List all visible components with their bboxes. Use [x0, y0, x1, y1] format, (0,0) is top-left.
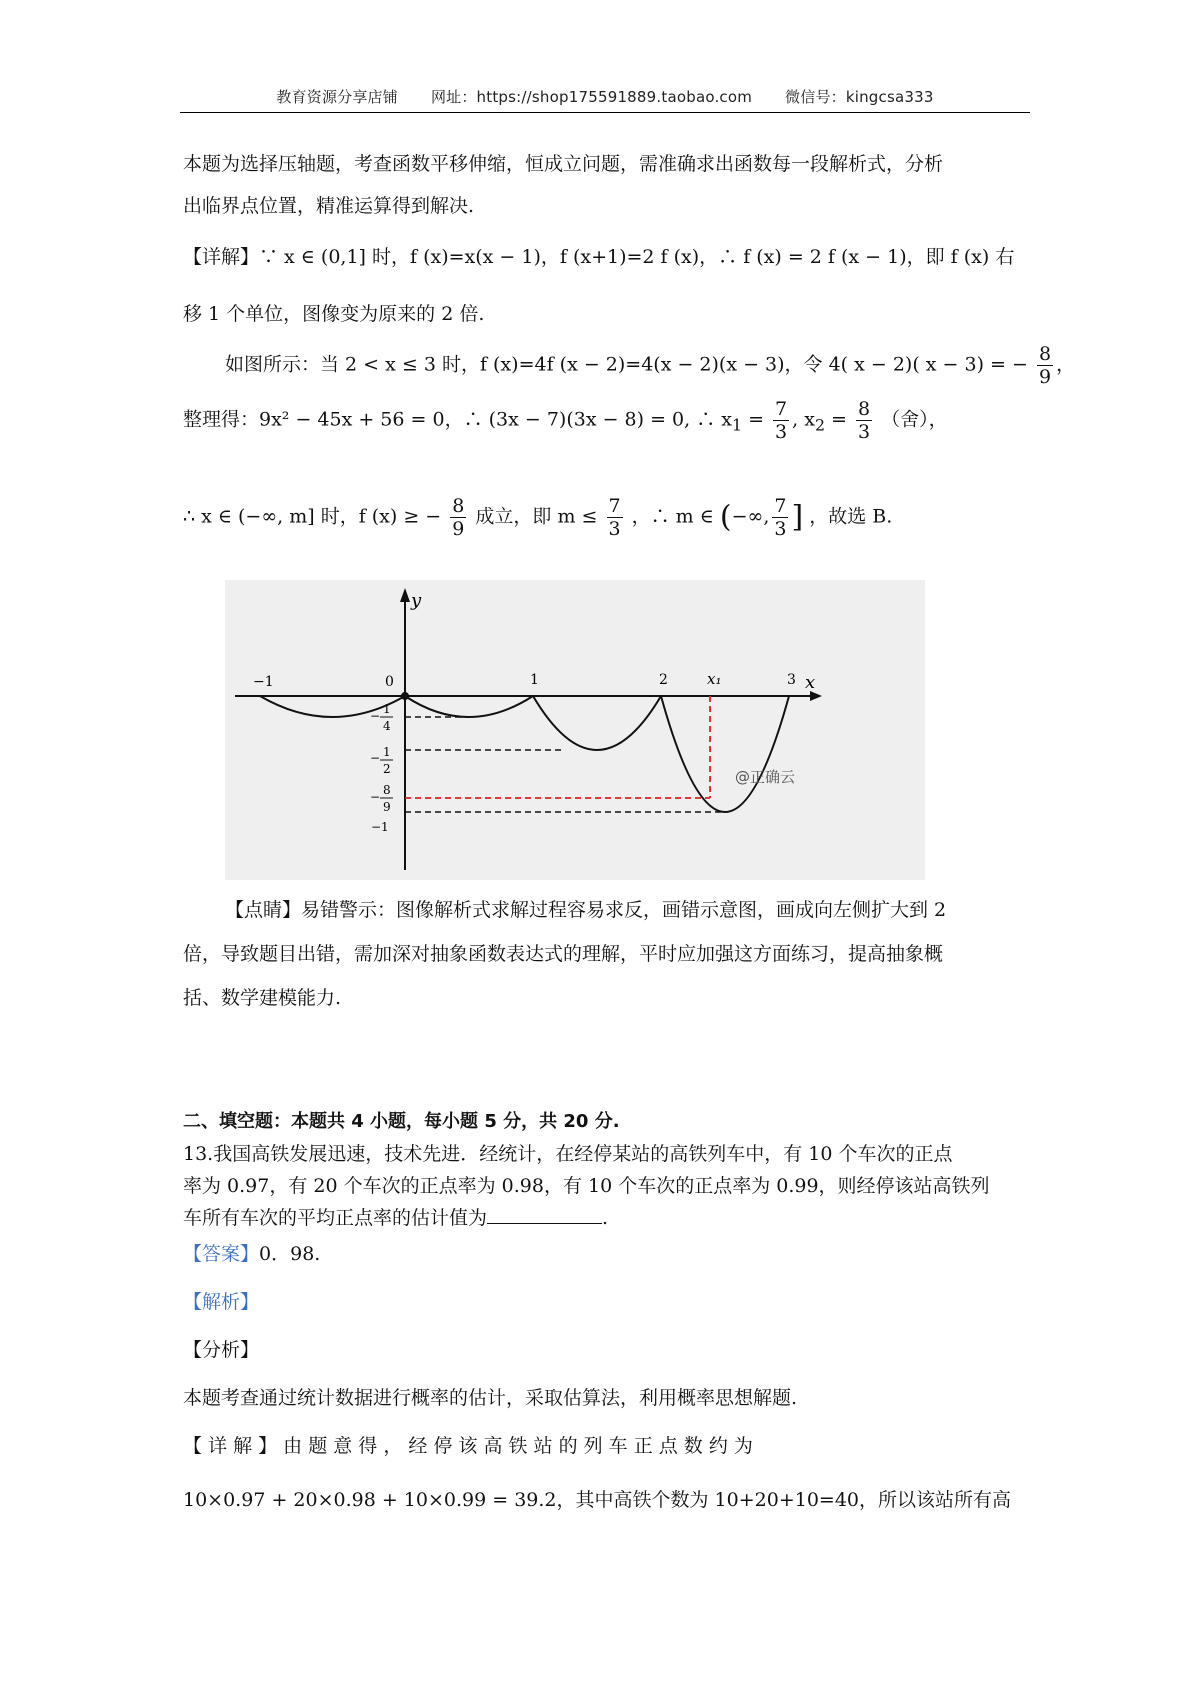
fraction-8-9-b: $\frac{8}{9}$ [452, 495, 465, 540]
x-tick-2: 2 [659, 672, 668, 688]
svg-text:8: 8 [383, 783, 391, 797]
y-tick-half [370, 745, 393, 776]
graph-svg [225, 580, 925, 880]
page-header [180, 86, 1030, 114]
x-tick-1: 1 [530, 672, 539, 688]
detail-line2: 移 1 个单位，图像变为原来的 2 倍. [183, 303, 485, 325]
svg-text:4: 4 [383, 719, 391, 733]
para1-line1: 本题为选择压轴题，考查函数平移伸缩，恒成立问题，需准确求出函数每一段解析式，分析 [183, 153, 944, 175]
x-tick-0: 0 [385, 674, 394, 690]
q13-detail-line1: 【 详 解 】 由 题 意 得 ， 经 停 该 高 铁 站 的 列 车 正 点 数 约 为 [183, 1435, 753, 1457]
remark-line3: 括、数学建模能力. [183, 987, 342, 1009]
graph-watermark: @正确云 [735, 768, 796, 786]
y-tick-neg1: −1 [371, 820, 389, 834]
analysis-label: 【解析】 [183, 1291, 260, 1313]
curve-segment-2-3 [661, 696, 789, 812]
detail-text: ∵ x ∈ (0,1] 时，f (x)=x(x − 1)，f (x+1)=2 f (x)，∴ f (x) = 2 f (x − 1)，即 f (x) 右 [259, 246, 1015, 268]
para1-line2: 出临界点位置，精准运算得到解决. [183, 195, 475, 217]
section2-title: 二、填空题：本题共 4 小题，每小题 5 分，共 20 分. [183, 1111, 620, 1132]
svg-text:2: 2 [383, 762, 391, 776]
y-tick-eight-ninths [370, 783, 393, 814]
fraction-7-3-c: $\frac{7}{3}$ [774, 495, 787, 540]
function-graph [225, 580, 925, 880]
header-rule [180, 112, 1030, 113]
curve-segment-1-2 [533, 696, 661, 750]
remark-line2: 倍，导致题目出错，需加深对抽象函数表达式的理解，平时应加强这方面练习，提高抽象概 [183, 943, 944, 965]
x-tick-neg1: −1 [253, 674, 274, 690]
header-url[interactable]: 网址：https://shop175591889.taobao.com [430, 88, 753, 106]
y-axis-label: y [411, 590, 422, 611]
x-tick-x1: x₁ [707, 670, 722, 688]
answer-line [183, 1240, 1028, 1268]
detail-line5: ∴ x ∈ (−∞, m] 时，f (x) ≥ − $\frac{8}{9}$ 成立，即 m ≤ $\frac{7}{3}$ ，∴ m ∈ (−∞, $\frac{7}{3}$ ] ，故选 B. [183, 495, 893, 540]
q13-line3: 车所有车次的平均正点率的估计值为 . [183, 1207, 609, 1229]
detail-line3-text: 如图所示：当 2 < x ≤ 3 时，f (x)=4f (x − 2)=4(x − 2)(x − 3)，令 4( x − 2)( x − 3) = − [225, 353, 1028, 376]
curve-segment-0-1 [405, 696, 533, 717]
detail-line1 [183, 243, 1028, 271]
x-tick-3: 3 [787, 672, 796, 688]
y-axis-arrow-icon [400, 588, 410, 602]
q13-line2: 率为 0.97，有 20 个车次的正点率为 0.98，有 10 个车次的正点率为 0.99，则经停该站高铁列 [183, 1175, 990, 1197]
header-shop: 教育资源分享店铺 [276, 88, 398, 106]
detail-line3: 如图所示：当 2 < x ≤ 3 时，f (x)=4f (x − 2)=4(x − 2)(x − 3)，令 4( x − 2)( x − 3) = − $\frac{8}{9}$ ， [225, 343, 1076, 388]
q13-detail-line2: 10×0.97 + 20×0.98 + 10×0.99 = 39.2，其中高铁个数为 10+20+10=40，所以该站所有高 [183, 1489, 1012, 1511]
fenxi-label: 【分析】 [183, 1339, 260, 1361]
detail-line4: 整理得：9x² − 45x + 56 = 0，∴ (3x − 7)(3x − 8) = 0, ∴ $x_1$ = $\frac{7}{3}$ , $x_2$ = $\frac{8}{3}$ （舍）， [183, 398, 948, 443]
fraction-8-3: $\frac{8}{3}$ [858, 398, 871, 443]
x-axis-label: x [805, 672, 816, 693]
answer-value: 0．98. [259, 1243, 321, 1265]
svg-text:9: 9 [383, 800, 391, 814]
detail-label: 【详解】 [183, 246, 260, 268]
svg-text:−: − [370, 709, 381, 723]
answer-blank [487, 1205, 602, 1224]
fraction-7-3: $\frac{7}{3}$ [775, 398, 788, 443]
remark-line1: 【点睛】易错警示：图像解析式求解过程容易求反，画错示意图，画成向左侧扩大到 2 [225, 899, 947, 921]
svg-text:1: 1 [383, 745, 391, 759]
svg-text:−: − [370, 751, 381, 765]
answer-label: 【答案】 [183, 1243, 260, 1265]
fenxi-text: 本题考查通过统计数据进行概率的估计，采取估算法，利用概率思想解题. [183, 1387, 798, 1409]
fraction-7-3-b: $\frac{7}{3}$ [608, 495, 621, 540]
fraction-8-9: $\frac{8}{9}$ [1038, 343, 1052, 388]
header-wechat: 微信号：kingcsa333 [785, 88, 934, 106]
svg-text:1: 1 [383, 702, 391, 716]
svg-text:−: − [370, 790, 381, 804]
q13-line1: 13.我国高铁发展迅速，技术先进．经统计，在经停某站的高铁列车中，有 10 个车次的正点 [183, 1143, 953, 1165]
